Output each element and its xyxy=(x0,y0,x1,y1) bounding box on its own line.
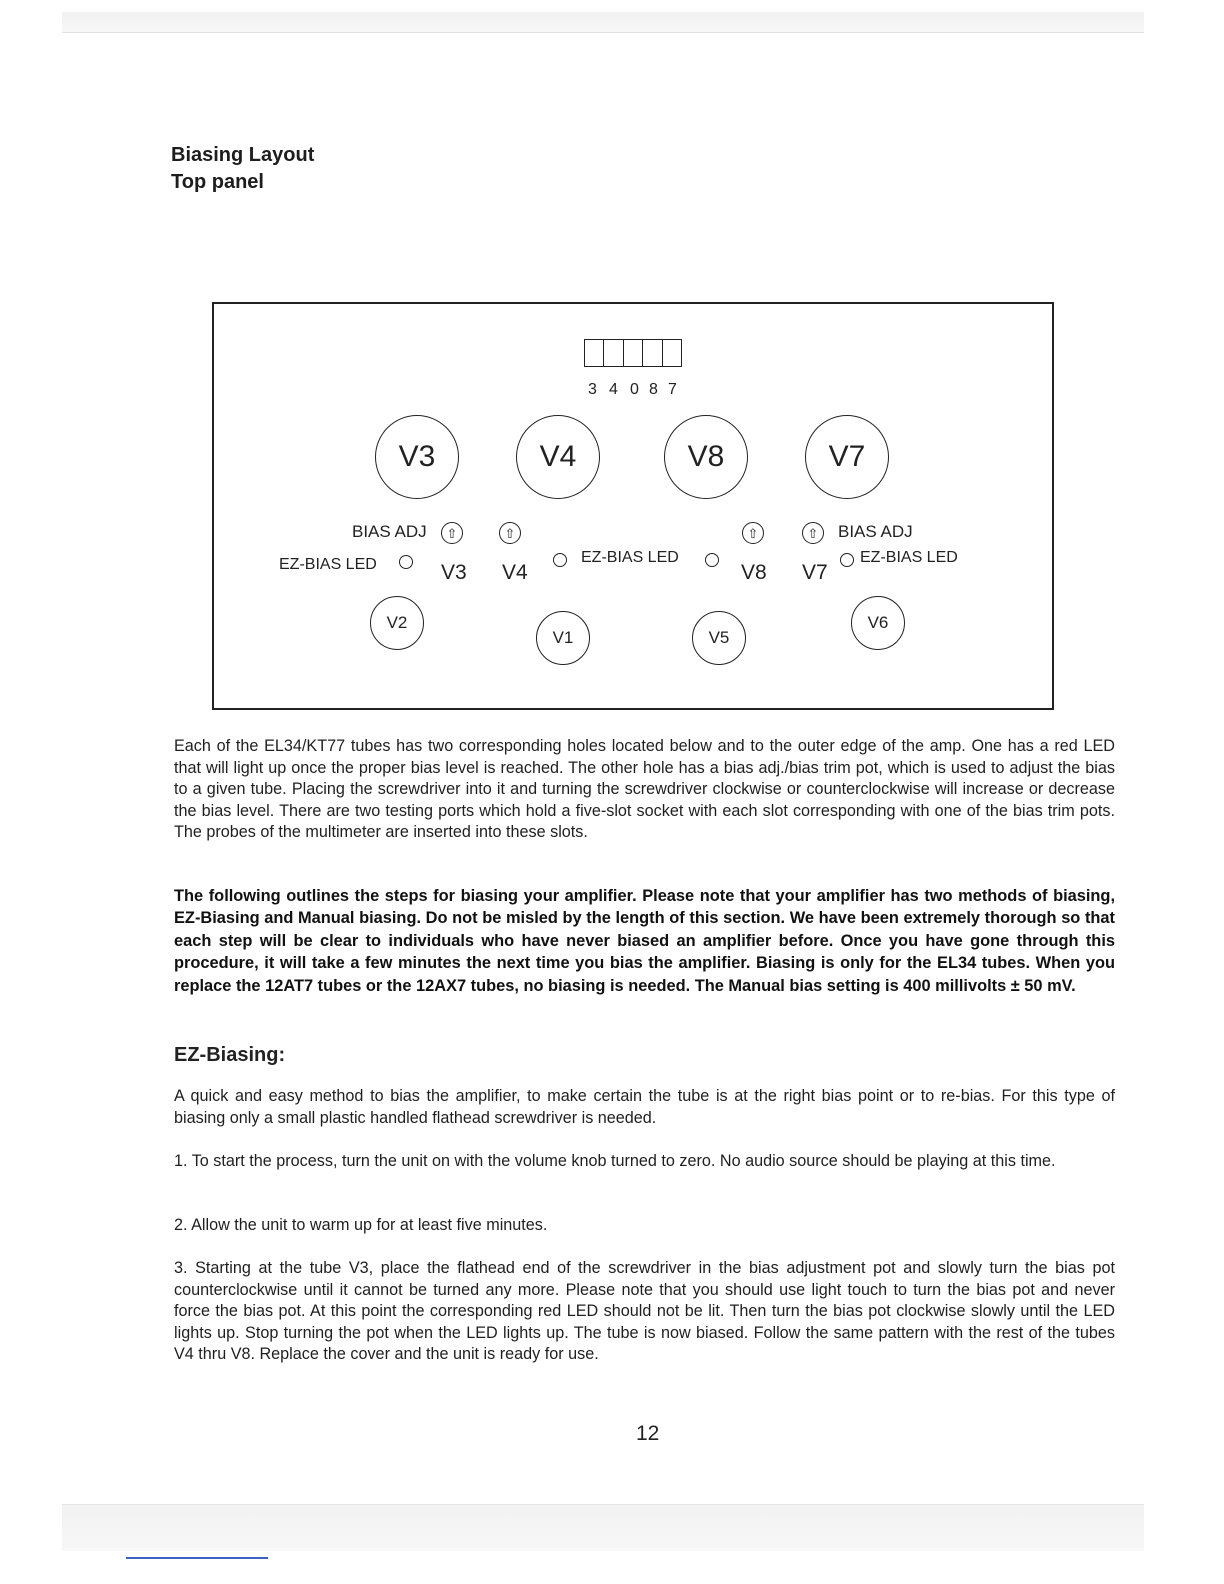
tube-v5: V5 xyxy=(692,611,746,665)
ez-bias-led-label: EZ-BIAS LED xyxy=(581,549,679,566)
tube-v3: V3 xyxy=(375,415,459,499)
page-number: 12 xyxy=(636,1422,660,1445)
tube-v1: V1 xyxy=(536,611,590,665)
tube-label: V7 xyxy=(802,561,828,584)
scan-artifact-line xyxy=(126,1557,268,1559)
slot-number: 3 xyxy=(588,381,597,398)
slot-number: 8 xyxy=(649,381,658,398)
led-icon xyxy=(399,555,413,569)
scan-edge-bottom xyxy=(62,1504,1144,1551)
page-heading: Biasing Layout xyxy=(171,144,315,166)
tube-v7: V7 xyxy=(805,415,889,499)
socket-slot xyxy=(604,339,623,367)
biasing-notice: The following outlines the steps for biasing your amplifier. Please note that your amplifier has two methods of biasing, EZ-Biasing and Manual biasing. Do not be misled by the length of this section. We have been extremely thorough so that each step will be clear to individuals who have never biased an amplifier before. Once you have gone through this procedure, it will take a few minutes the next time you bias the amplifier. Biasing is only for the EL34 tubes. When you replace the 12AT7 tubes or the 12AX7 tubes, no biasing is needed. The Manual bias setting is 400 millivolts ± 50 mV. xyxy=(174,887,1115,995)
socket-slot xyxy=(643,339,662,367)
ez-bias-led-label: EZ-BIAS LED xyxy=(860,549,958,566)
tube-label: V8 xyxy=(741,561,767,584)
description-paragraph: Each of the EL34/KT77 tubes has two corresponding holes located below and to the outer edge of the amp. One has a red LED that will light up once the proper bias level is reached. The other hole has a bias adj./bias trim pot, which is used to adjust the bias to a given tube. Placing the screwdriver into it and turning the screwdriver clockwise or counterclockwise will increase or decrease the bias level. There are two testing ports which hold a five-slot socket with each slot corresponding with one of the bias trim pots. The probes of the multimeter are inserted into these slots. xyxy=(174,737,1115,841)
led-icon xyxy=(705,553,719,567)
tube-v8: V8 xyxy=(664,415,748,499)
section-title: EZ-Biasing: xyxy=(174,1044,286,1066)
bias-pot-icon: ⇧ xyxy=(499,522,521,544)
ez-bias-led-label: EZ-BIAS LED xyxy=(279,556,377,573)
bias-pot-icon: ⇧ xyxy=(742,522,764,544)
bias-adj-label: BIAS ADJ xyxy=(352,522,427,541)
tube-label: V3 xyxy=(441,561,467,584)
tube-v4: V4 xyxy=(516,415,600,499)
led-icon xyxy=(553,553,567,567)
step-2: 2. Allow the unit to warm up for at least five minutes. xyxy=(174,1216,548,1234)
step-1: 1. To start the process, turn the unit on with the volume knob turned to zero. No audio source should be playing at this time. xyxy=(174,1152,1056,1170)
five-slot-socket xyxy=(584,339,682,367)
socket-slot xyxy=(584,339,604,367)
step-3: 3. Starting at the tube V3, place the flathead end of the screwdriver in the bias adjustment pot and slowly turn the bias pot counterclockwise until it cannot be turned any more. Please note that you should use light touch to turn the bias pot and never force the bias pot. At this point the corresponding red LED should not be lit. Then turn the bias pot clockwise slowly until the LED lights up. Stop turning the pot when the LED lights up. The tube is now biased. Follow the same pattern with the rest of the tubes V4 thru V8. Replace the cover and the unit is ready for use. xyxy=(174,1259,1115,1363)
socket-slot xyxy=(663,339,682,367)
scan-edge-top xyxy=(62,12,1144,33)
bias-adj-label: BIAS ADJ xyxy=(838,522,913,541)
led-icon xyxy=(840,553,854,567)
tube-label: V4 xyxy=(502,561,528,584)
bias-pot-icon: ⇧ xyxy=(441,522,463,544)
intro-paragraph: A quick and easy method to bias the amplifier, to make certain the tube is at the right bias point or to re-bias. For this type of biasing only a small plastic handled flathead screwdriver is needed. xyxy=(174,1087,1115,1127)
socket-slot xyxy=(624,339,643,367)
bias-pot-icon: ⇧ xyxy=(802,522,824,544)
slot-number: 0 xyxy=(630,381,639,398)
tube-v6: V6 xyxy=(851,596,905,650)
slot-number: 4 xyxy=(609,381,618,398)
tube-v2: V2 xyxy=(370,596,424,650)
page-subheading: Top panel xyxy=(171,171,264,193)
slot-number: 7 xyxy=(668,381,677,398)
